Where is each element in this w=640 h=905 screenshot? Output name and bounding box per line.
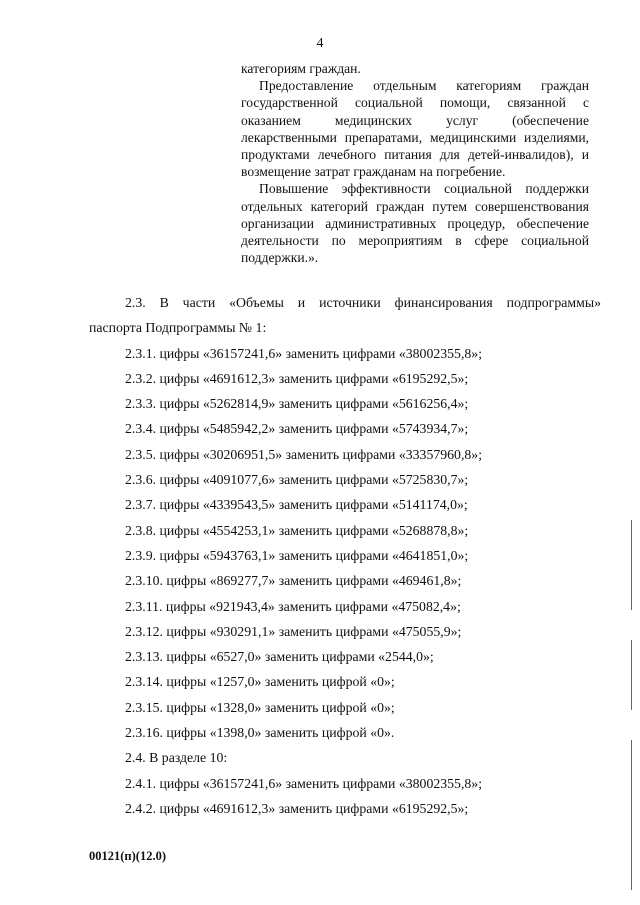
paragraph-medical-assistance: Предоставление отдельным категориям граждан государственной социальной помощи, связанной с оказанием медицинских услуг (обеспечение лекарственными препаратами, медицинскими изделиями, продуктами лечебного питания для детей-инвалидов), и возмещение затрат гражданам на погребение. <box>241 78 589 180</box>
list-item: 2.3.13. цифры «6527,0» заменить цифрами «2544,0»; <box>125 649 434 665</box>
list-item: 2.3.1. цифры «36157241,6» заменить цифрами «38002355,8»; <box>125 345 483 361</box>
list-item: 2.3.11. цифры «921943,4» заменить цифрами «475082,4»; <box>125 598 461 614</box>
continuation-line: категориям граждан. <box>241 61 361 76</box>
top-text-block <box>241 60 589 266</box>
footer-code: 00121(п)(12.0) <box>89 849 166 863</box>
amendment-list <box>89 290 601 821</box>
list-item: 2.4.1. цифры «36157241,6» заменить цифрами «38002355,8»; <box>125 775 483 791</box>
list-item: 2.3.16. цифры «1398,0» заменить цифрой «0». <box>125 725 395 741</box>
list-item: 2.3.10. цифры «869277,7» заменить цифрами «469461,8»; <box>125 573 462 589</box>
page-number: 4 <box>316 36 324 51</box>
list-item: 2.3.3. цифры «5262814,9» заменить цифрами «5616256,4»; <box>125 396 469 412</box>
list-item: 2.3.6. цифры «4091077,6» заменить цифрами «5725830,7»; <box>125 472 469 488</box>
scan-margin-mark <box>631 520 632 610</box>
list-item: 2.3.7. цифры «4339543,5» заменить цифрами «5141174,0»; <box>125 497 468 513</box>
section-2-4-heading: 2.4. В разделе 10: <box>125 750 228 766</box>
list-item: 2.3.15. цифры «1328,0» заменить цифрой «0»; <box>125 699 395 715</box>
list-item: 2.3.5. цифры «30206951,5» заменить цифрами «33357960,8»; <box>125 446 483 462</box>
list-item: 2.3.2. цифры «4691612,3» заменить цифрами «6195292,5»; <box>125 370 469 386</box>
list-item: 2.3.4. цифры «5485942,2» заменить цифрами «5743934,7»; <box>125 421 469 437</box>
scan-margin-mark <box>631 640 632 710</box>
list-item: 2.3.14. цифры «1257,0» заменить цифрой «0»; <box>125 674 395 690</box>
list-item: 2.3.8. цифры «4554253,1» заменить цифрами «5268878,8»; <box>125 522 469 538</box>
scan-margin-mark <box>631 740 632 890</box>
list-item: 2.3.12. цифры «930291,1» заменить цифрами «475055,9»; <box>125 623 462 639</box>
paragraph-efficiency: Повышение эффективности социальной поддержки отдельных категорий граждан путем совершенствования организации административных процедур, обеспечение деятельности по мероприятиям в сфере социальной поддержки.». <box>241 181 589 266</box>
section-2-3-heading: 2.3. В части «Объемы и источники финансирования подпрограммы» <box>125 295 601 310</box>
list-item: 2.4.2. цифры «4691612,3» заменить цифрами «6195292,5»; <box>125 800 469 816</box>
list-item: 2.3.9. цифры «5943763,1» заменить цифрами «4641851,0»; <box>125 547 469 563</box>
section-2-3-heading-cont: паспорта Подпрограммы № 1: <box>89 320 267 336</box>
